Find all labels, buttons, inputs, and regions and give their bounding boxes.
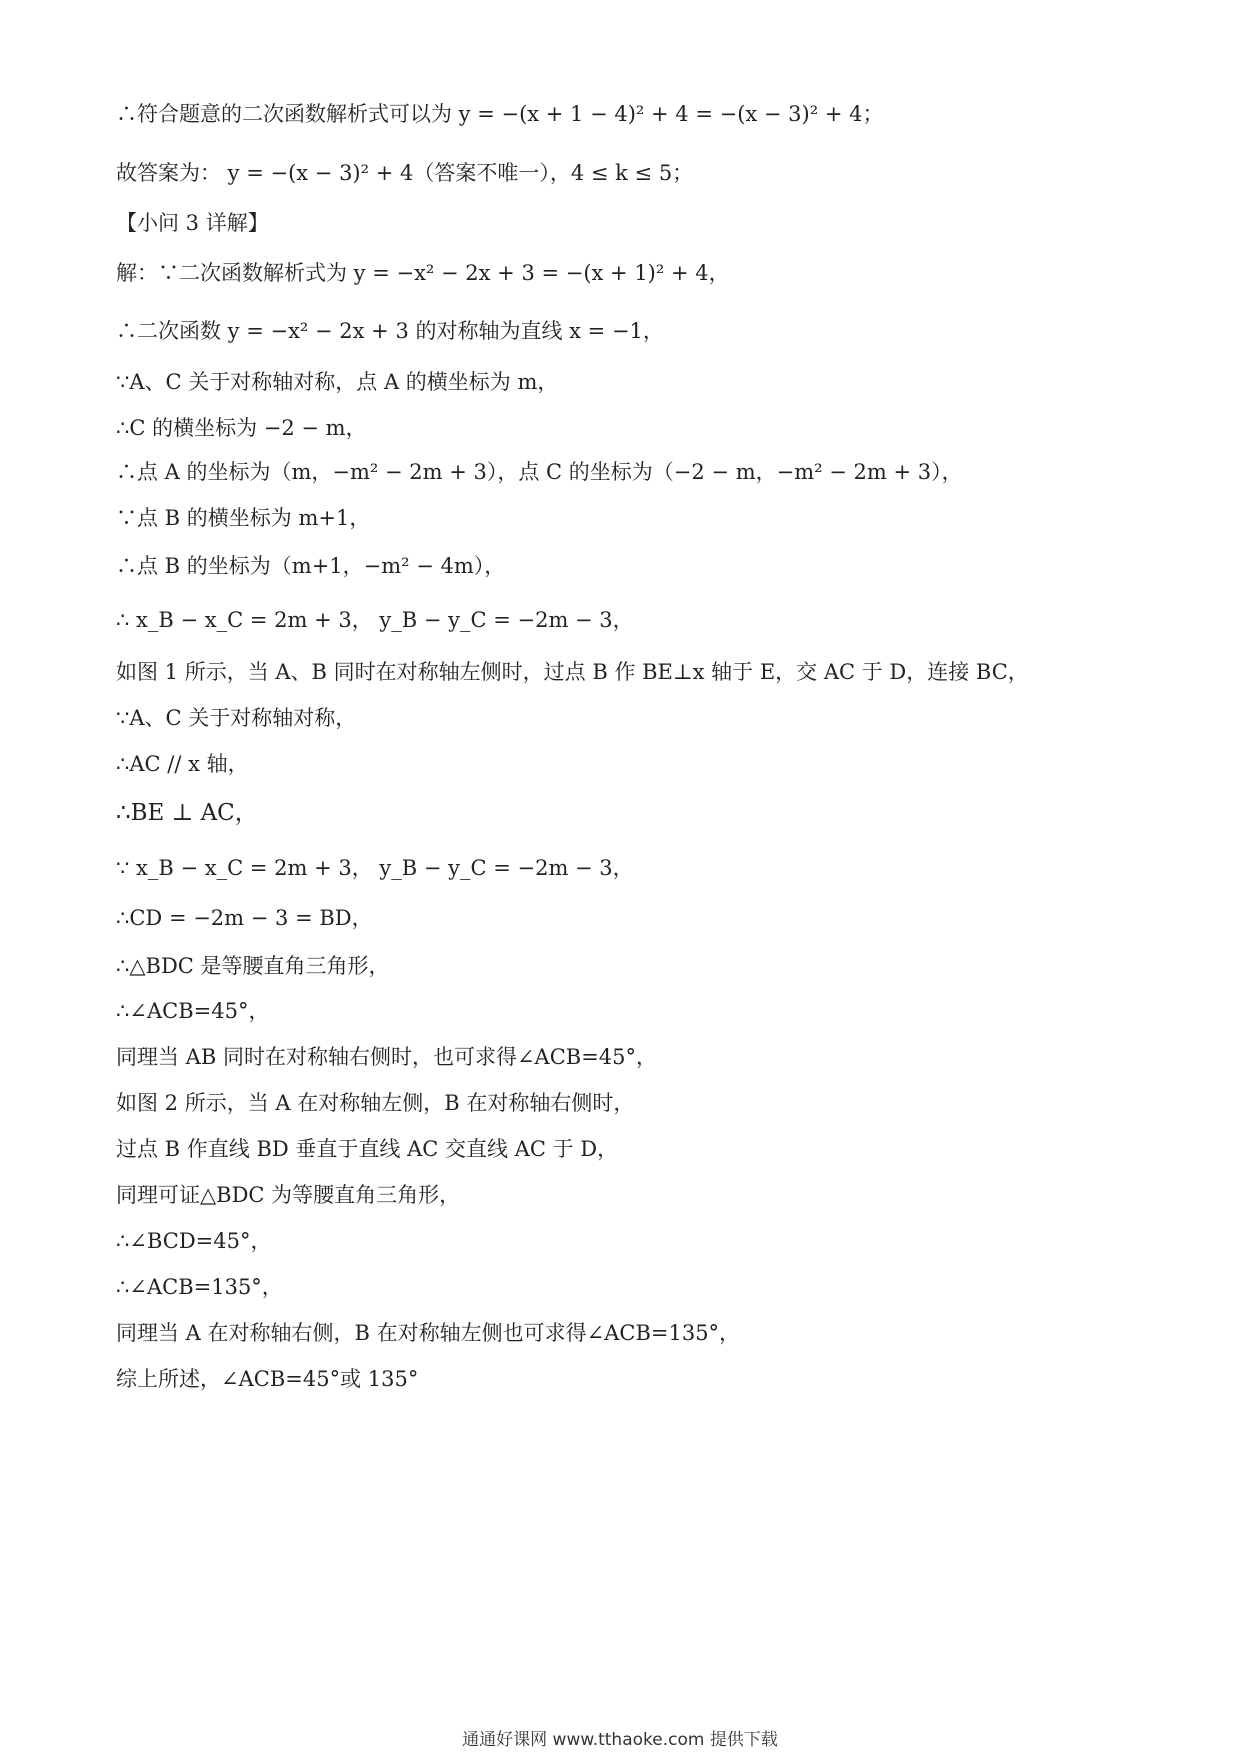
solution-line: ∴二次函数 y = −x² − 2x + 3 的对称轴为直线 x = −1，	[116, 319, 664, 343]
solution-line: ∴△BDC 是等腰直角三角形，	[116, 954, 390, 978]
solution-line: ∴C 的横坐标为 −2 − m，	[116, 416, 367, 440]
solution-line: 解：∵二次函数解析式为 y = −x² − 2x + 3 = −(x + 1)² + 4，	[116, 261, 730, 285]
solution-line: ∵A、C 关于对称轴对称，	[116, 706, 357, 730]
solution-line: ∵点 B 的横坐标为 m+1，	[116, 506, 371, 530]
solution-line: ∴∠BCD=45°，	[116, 1229, 272, 1253]
solution-line: ∴∠ACB=135°，	[116, 1275, 283, 1299]
solution-line: ∴ x_B − x_C = 2m + 3， y_B − y_C = −2m − 3，	[116, 608, 634, 632]
solution-line: 如图 1 所示，当 A、B 同时在对称轴左侧时，过点 B 作 BE⊥x 轴于 E，交 AC 于 D，连接 BC，	[116, 660, 1029, 684]
solution-line: ∴点 A 的坐标为（m，−m² − 2m + 3），点 C 的坐标为（−2 − m，−m² − 2m + 3），	[116, 460, 963, 484]
solution-line: ∴符合题意的二次函数解析式可以为 y = −(x + 1 − 4)² + 4 = −(x − 3)² + 4；	[116, 102, 884, 126]
solution-line: ∴∠ACB=45°，	[116, 999, 270, 1023]
solution-line: 故答案为： y = −(x − 3)² + 4（答案不唯一），4 ≤ k ≤ 5；	[116, 161, 694, 185]
solution-line: 过点 B 作直线 BD 垂直于直线 AC 交直线 AC 于 D，	[116, 1137, 619, 1161]
solution-line: ∵ x_B − x_C = 2m + 3， y_B − y_C = −2m − 3，	[116, 856, 634, 880]
solution-line: ∴点 B 的坐标为（m+1，−m² − 4m），	[116, 554, 506, 578]
page-footer: 通通好课网 www.tthaoke.com 提供下载	[462, 1730, 778, 1750]
solution-line: 同理当 A 在对称轴右侧，B 在对称轴左侧也可求得∠ACB=135°，	[116, 1321, 741, 1345]
section-heading: 【小问 3 详解】	[116, 211, 269, 235]
solution-line: 综上所述，∠ACB=45°或 135°	[116, 1367, 419, 1391]
solution-line: ∵A、C 关于对称轴对称，点 A 的横坐标为 m，	[116, 370, 559, 394]
solution-line: ∴BE ⊥ AC，	[116, 800, 258, 826]
solution-line: 同理可证△BDC 为等腰直角三角形，	[116, 1183, 461, 1207]
solution-line: 同理当 AB 同时在对称轴右侧时，也可求得∠ACB=45°，	[116, 1045, 658, 1069]
solution-line: ∴AC // x 轴，	[116, 752, 249, 776]
solution-line: 如图 2 所示，当 A 在对称轴左侧，B 在对称轴右侧时，	[116, 1091, 635, 1115]
solution-line: ∴CD = −2m − 3 = BD，	[116, 906, 373, 930]
